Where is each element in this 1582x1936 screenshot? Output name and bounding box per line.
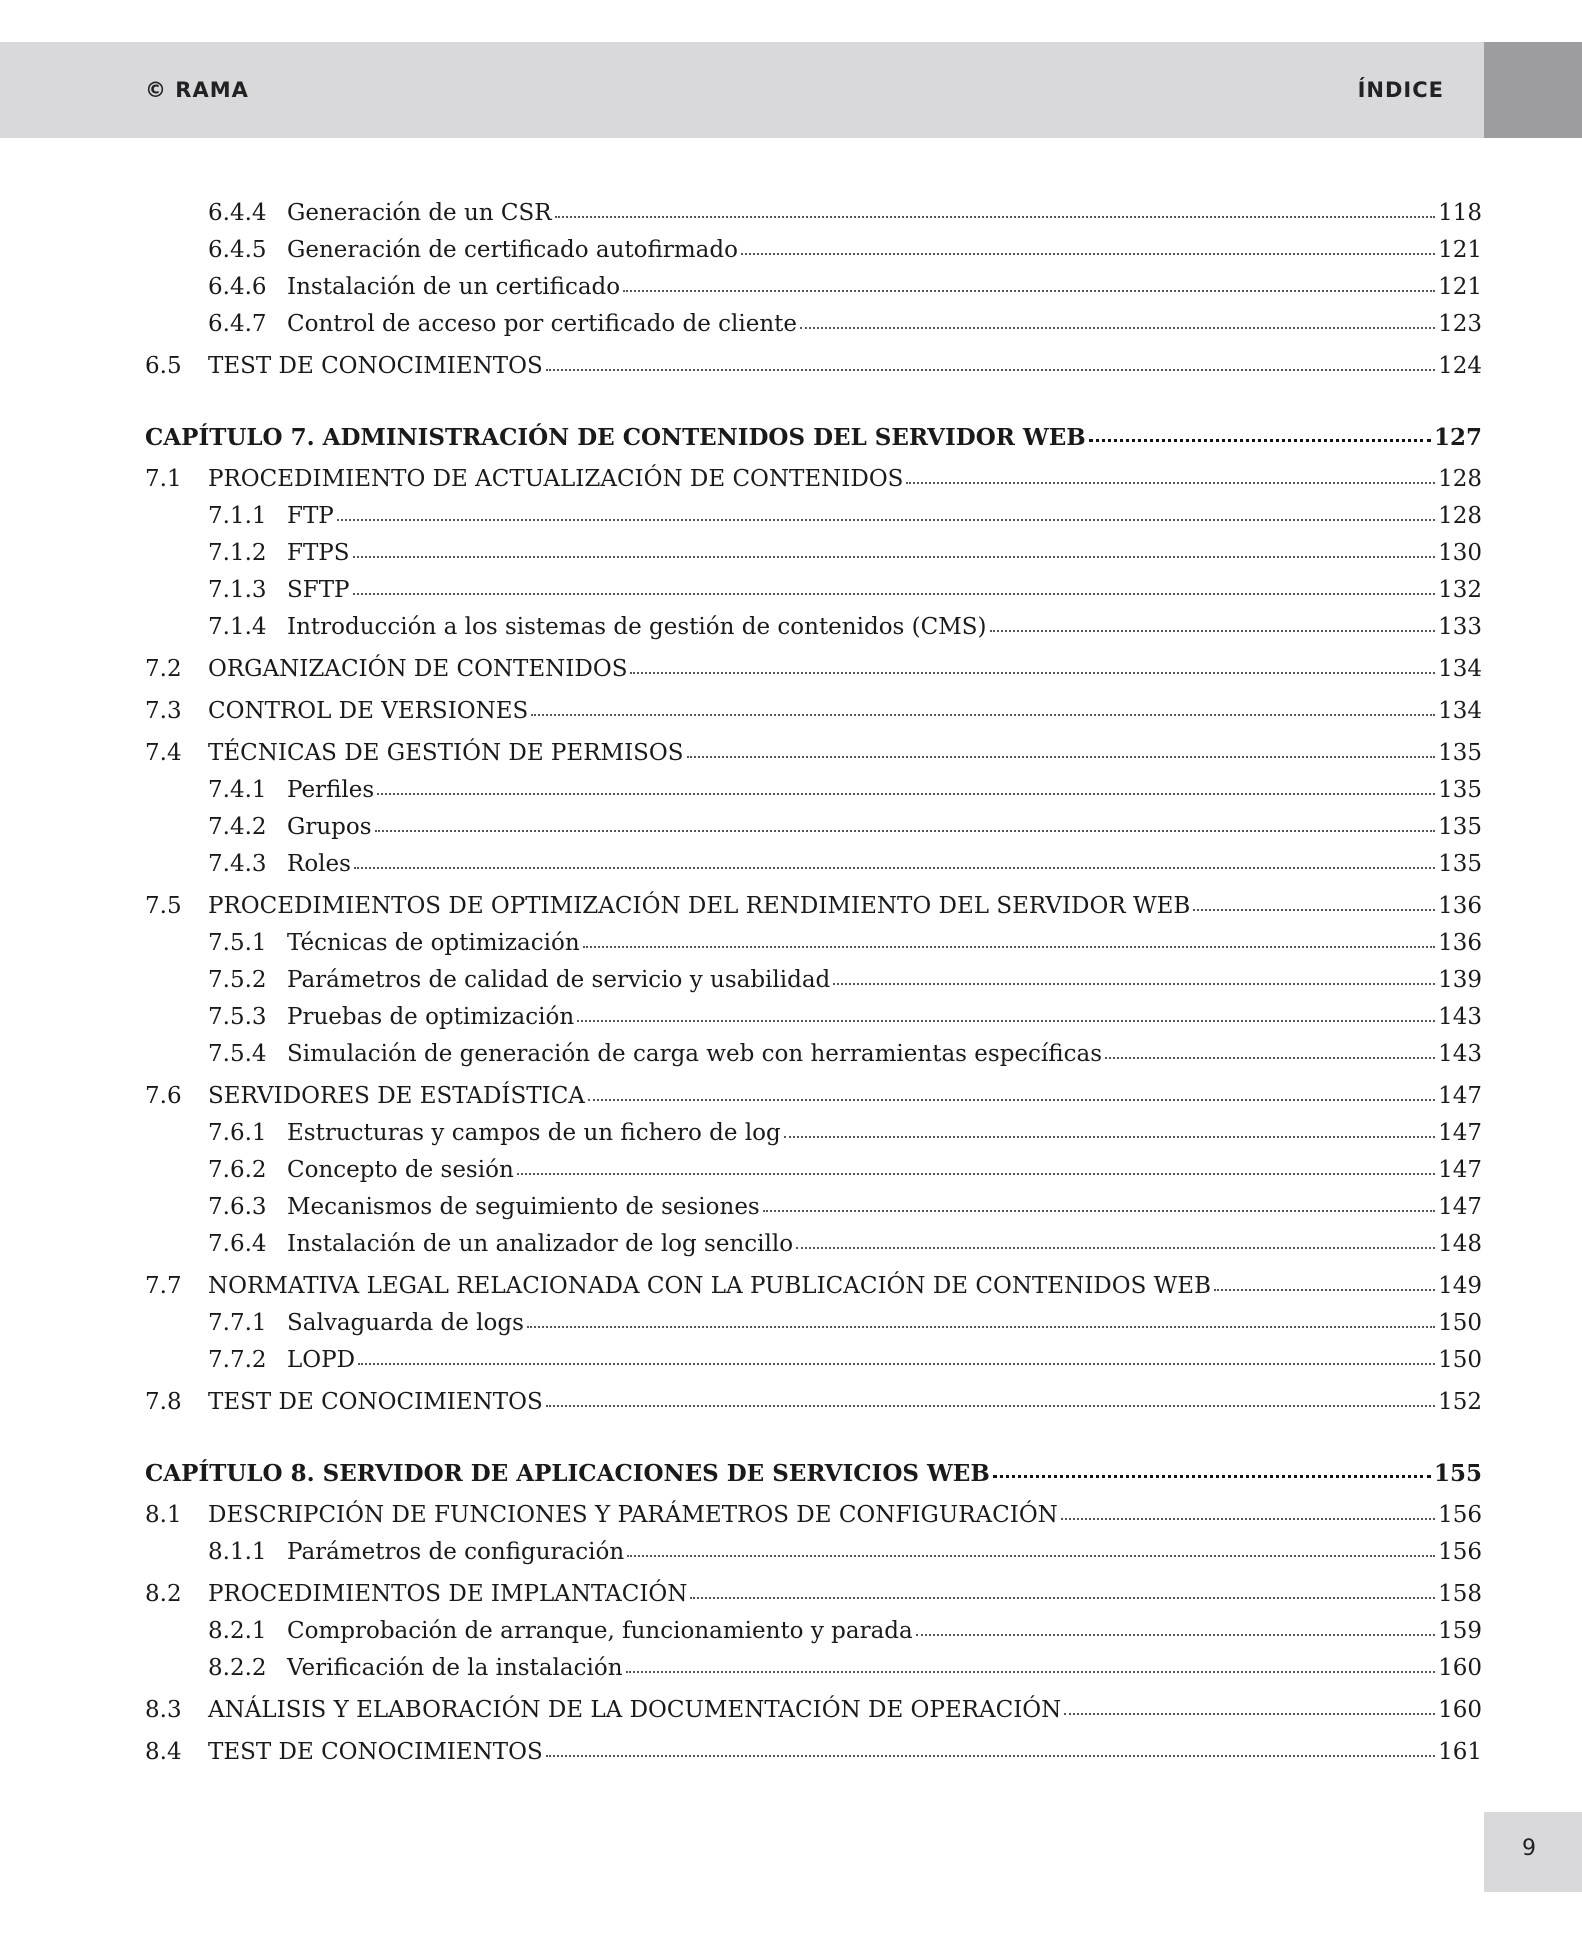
- toc-page-number: 150: [1438, 1347, 1482, 1373]
- toc-page-number: 133: [1438, 614, 1482, 640]
- toc-entry-row: [145, 693, 1482, 730]
- toc-page-number: 143: [1438, 1041, 1482, 1067]
- toc-entry-title: PROCEDIMIENTOS DE IMPLANTACIÓN: [208, 1581, 688, 1607]
- toc-entry-row: [145, 1342, 1482, 1379]
- toc-page-number: 123: [1438, 311, 1482, 337]
- toc-entry-number: 7.2: [145, 656, 182, 682]
- toc-page-number: 128: [1438, 466, 1482, 492]
- dot-leader: [353, 592, 1436, 595]
- toc-entry-row: [145, 1152, 1482, 1189]
- toc-entry-number: 6.4.4: [208, 200, 267, 226]
- toc-entry-title: ANÁLISIS Y ELABORACIÓN DE LA DOCUMENTACIÓN DE OPERACIÓN: [208, 1697, 1062, 1723]
- toc-entry-title: Parámetros de configuración: [287, 1539, 625, 1565]
- toc-entry-title: Generación de certificado autofirmado: [287, 237, 738, 263]
- toc-entry-row: [145, 1189, 1482, 1226]
- dot-leader: [1193, 908, 1435, 911]
- toc-entry-row: [145, 1534, 1482, 1571]
- toc-entry-title: Técnicas de optimización: [287, 930, 580, 956]
- toc-page-number: 160: [1438, 1655, 1482, 1681]
- toc-entry-row: [145, 1036, 1482, 1073]
- toc-entry-number: 7.1.4: [208, 614, 267, 640]
- toc-entry-title: Perfiles: [287, 777, 375, 803]
- toc-page-number: 121: [1438, 237, 1482, 263]
- toc-entry-title: PROCEDIMIENTO DE ACTUALIZACIÓN DE CONTENIDOS: [208, 466, 904, 492]
- toc-entry-title: Pruebas de optimización: [287, 1004, 575, 1030]
- toc-entry-title: TEST DE CONOCIMIENTOS: [208, 353, 543, 379]
- toc-entry-row: [145, 572, 1482, 609]
- dot-leader: [546, 1404, 1435, 1407]
- toc-entry-number: 7.5.2: [208, 967, 267, 993]
- header-tab: [1484, 42, 1582, 138]
- toc-entry-title: Verificación de la instalación: [287, 1655, 623, 1681]
- toc-entry-number: 8.2: [145, 1581, 182, 1607]
- toc-entry-row: [145, 1268, 1482, 1305]
- header-section-title: ÍNDICE: [1357, 78, 1444, 102]
- toc-page-number: 161: [1438, 1739, 1482, 1765]
- dot-leader: [546, 1754, 1435, 1757]
- toc-entry-number: 7.4: [145, 740, 182, 766]
- dot-leader: [583, 945, 1435, 948]
- toc-entry-title: DESCRIPCIÓN DE FUNCIONES Y PARÁMETROS DE CONFIGURACIÓN: [208, 1502, 1058, 1528]
- toc-entry-number: 7.8: [145, 1389, 182, 1415]
- toc-page-number: 147: [1438, 1083, 1482, 1109]
- toc-entry-row: [145, 1692, 1482, 1729]
- dot-leader: [687, 755, 1436, 758]
- toc-entry-number: 7.1: [145, 466, 182, 492]
- toc-entry-number: 7.4.1: [208, 777, 267, 803]
- toc-page-number: 147: [1438, 1120, 1482, 1146]
- toc-entry-title: Introducción a los sistemas de gestión de contenidos (CMS): [287, 614, 987, 640]
- toc-page-number: 136: [1438, 893, 1482, 919]
- toc-page-number: 152: [1438, 1389, 1482, 1415]
- toc-page-number: 143: [1438, 1004, 1482, 1030]
- toc-entry-number: 7.3: [145, 698, 182, 724]
- dot-leader: [527, 1325, 1435, 1328]
- dot-leader: [546, 368, 1435, 371]
- toc-entry-number: 7.7: [145, 1273, 182, 1299]
- dot-leader: [377, 792, 1435, 795]
- toc-entry-title: Instalación de un certificado: [287, 274, 621, 300]
- toc-page-number: 130: [1438, 540, 1482, 566]
- dot-leader: [741, 252, 1435, 255]
- toc-entry-title: FTPS: [287, 540, 350, 566]
- toc-entry-number: 7.1.1: [208, 503, 267, 529]
- toc-entry-number: 7.7.2: [208, 1347, 267, 1373]
- toc-entry-number: 7.5.4: [208, 1041, 267, 1067]
- toc-entry-row: [145, 195, 1482, 232]
- toc-entry-title: Instalación de un analizador de log sencillo: [287, 1231, 794, 1257]
- toc-entry-number: 7.1.3: [208, 577, 267, 603]
- toc-entry-row: [145, 846, 1482, 883]
- toc-page-number: 147: [1438, 1157, 1482, 1183]
- toc-entry-row: [145, 999, 1482, 1036]
- toc-page-number: 128: [1438, 503, 1482, 529]
- toc-entry-row: [145, 232, 1482, 269]
- toc-page-number: 132: [1438, 577, 1482, 603]
- dot-leader: [784, 1135, 1435, 1138]
- toc-entry-row: [145, 1734, 1482, 1771]
- toc-chapter-row: [145, 419, 1482, 456]
- toc-entry-number: 7.4.3: [208, 851, 267, 877]
- toc-entry-number: 7.1.2: [208, 540, 267, 566]
- dot-leader: [1105, 1056, 1435, 1059]
- toc-entry-row: [145, 735, 1482, 772]
- toc-entry-title: Estructuras y campos de un fichero de log: [287, 1120, 781, 1146]
- toc-entry-number: 6.5: [145, 353, 182, 379]
- toc-page-number: 148: [1438, 1231, 1482, 1257]
- toc-entry-title: TEST DE CONOCIMIENTOS: [208, 1739, 543, 1765]
- dot-leader: [531, 713, 1435, 716]
- toc-entry-number: 8.1: [145, 1502, 182, 1528]
- toc-page-number: 124: [1438, 353, 1482, 379]
- toc-entry-row: [145, 1078, 1482, 1115]
- dot-leader: [916, 1633, 1435, 1636]
- table-of-contents: [145, 195, 1482, 1771]
- toc-page-number: 156: [1438, 1539, 1482, 1565]
- toc-chapter-title: CAPÍTULO 7. ADMINISTRACIÓN DE CONTENIDOS DEL SERVIDOR WEB: [145, 424, 1086, 451]
- dot-leader: [354, 866, 1435, 869]
- toc-entry-title: LOPD: [287, 1347, 356, 1373]
- toc-page-number: 135: [1438, 814, 1482, 840]
- dot-leader: [623, 289, 1435, 292]
- toc-page-number: 134: [1438, 698, 1482, 724]
- toc-entry-title: SFTP: [287, 577, 350, 603]
- toc-entry-number: 6.4.7: [208, 311, 267, 337]
- toc-entry-number: 7.5: [145, 893, 182, 919]
- dot-leader: [833, 982, 1435, 985]
- toc-page-number: 155: [1433, 1460, 1482, 1487]
- toc-entry-title: SERVIDORES DE ESTADÍSTICA: [208, 1083, 585, 1109]
- toc-page-number: 135: [1438, 740, 1482, 766]
- toc-entry-title: Simulación de generación de carga web con herramientas específicas: [287, 1041, 1103, 1067]
- toc-entry-row: [145, 535, 1482, 572]
- toc-entry-number: 8.4: [145, 1739, 182, 1765]
- toc-entry-title: ORGANIZACIÓN DE CONTENIDOS: [208, 656, 628, 682]
- toc-page-number: 158: [1438, 1581, 1482, 1607]
- toc-page-number: 135: [1438, 777, 1482, 803]
- toc-page-number: 135: [1438, 851, 1482, 877]
- dot-leader: [1064, 1712, 1435, 1715]
- toc-entry-number: 6.4.5: [208, 237, 267, 263]
- toc-entry-row: [145, 1226, 1482, 1263]
- toc-entry-row: [145, 925, 1482, 962]
- toc-entry-title: Roles: [287, 851, 351, 877]
- toc-page-number: 156: [1438, 1502, 1482, 1528]
- toc-entry-row: [145, 1305, 1482, 1342]
- toc-entry-title: CONTROL DE VERSIONES: [208, 698, 529, 724]
- toc-entry-number: 7.6.4: [208, 1231, 267, 1257]
- dot-leader: [555, 215, 1436, 218]
- toc-entry-title: Generación de un CSR: [287, 200, 552, 226]
- toc-page-number: 127: [1433, 424, 1482, 451]
- toc-entry-title: Salvaguarda de logs: [287, 1310, 524, 1336]
- toc-entry-title: Comprobación de arranque, funcionamiento y parada: [287, 1618, 913, 1644]
- toc-entry-number: 7.5.3: [208, 1004, 267, 1030]
- dot-leader: [588, 1098, 1435, 1101]
- dot-leader: [906, 481, 1435, 484]
- toc-entry-number: 8.2.2: [208, 1655, 267, 1681]
- toc-page-number: 134: [1438, 656, 1482, 682]
- toc-entry-row: [145, 609, 1482, 646]
- page-number: 9: [1522, 1836, 1536, 1861]
- toc-entry-number: 7.4.2: [208, 814, 267, 840]
- dot-leader: [627, 1554, 1435, 1557]
- dot-leader: [800, 326, 1435, 329]
- toc-entry-row: [145, 1115, 1482, 1152]
- toc-page-number: 118: [1438, 200, 1482, 226]
- toc-entry-title: Control de acceso por certificado de cliente: [287, 311, 797, 337]
- dot-leader: [375, 829, 1436, 832]
- toc-entry-row: [145, 1613, 1482, 1650]
- dot-leader: [337, 518, 1435, 521]
- toc-entry-row: [145, 348, 1482, 385]
- toc-entry-number: 7.6.3: [208, 1194, 267, 1220]
- toc-entry-row: [145, 461, 1482, 498]
- toc-entry-title: Mecanismos de seguimiento de sesiones: [287, 1194, 760, 1220]
- toc-entry-row: [145, 962, 1482, 999]
- toc-entry-title: Concepto de sesión: [287, 1157, 514, 1183]
- toc-entry-title: TÉCNICAS DE GESTIÓN DE PERMISOS: [208, 740, 684, 766]
- toc-page-number: 121: [1438, 274, 1482, 300]
- toc-entry-title: Grupos: [287, 814, 372, 840]
- dot-leader: [1061, 1517, 1435, 1520]
- toc-entry-title: PROCEDIMIENTOS DE OPTIMIZACIÓN DEL RENDIMIENTO DEL SERVIDOR WEB: [208, 893, 1191, 919]
- toc-entry-row: [145, 1576, 1482, 1613]
- toc-entry-title: TEST DE CONOCIMIENTOS: [208, 1389, 543, 1415]
- toc-entry-row: [145, 809, 1482, 846]
- dot-leader: [990, 629, 1436, 632]
- dot-leader: [577, 1019, 1435, 1022]
- dot-leader: [690, 1596, 1435, 1599]
- header-copyright: © RAMA: [145, 78, 249, 102]
- toc-entry-title: Parámetros de calidad de servicio y usabilidad: [287, 967, 831, 993]
- toc-page-number: 159: [1438, 1618, 1482, 1644]
- dot-leader: [763, 1209, 1435, 1212]
- dot-leader: [993, 1474, 1431, 1478]
- toc-page-number: 147: [1438, 1194, 1482, 1220]
- toc-entry-number: 7.6.1: [208, 1120, 267, 1146]
- toc-entry-number: 7.6.2: [208, 1157, 267, 1183]
- dot-leader: [796, 1246, 1435, 1249]
- dot-leader: [358, 1362, 1435, 1365]
- toc-entry-title: FTP: [287, 503, 334, 529]
- toc-entry-number: 8.2.1: [208, 1618, 267, 1644]
- toc-entry-row: [145, 651, 1482, 688]
- toc-entry-row: [145, 1650, 1482, 1687]
- dot-leader: [517, 1172, 1435, 1175]
- toc-entry-row: [145, 498, 1482, 535]
- toc-entry-number: 7.5.1: [208, 930, 267, 956]
- dot-leader: [1214, 1288, 1435, 1291]
- toc-page-number: 160: [1438, 1697, 1482, 1723]
- toc-entry-row: [145, 269, 1482, 306]
- dot-leader: [626, 1670, 1436, 1673]
- toc-entry-number: 8.3: [145, 1697, 182, 1723]
- toc-page-number: 136: [1438, 930, 1482, 956]
- toc-page-number: 149: [1438, 1273, 1482, 1299]
- toc-entry-row: [145, 888, 1482, 925]
- toc-entry-row: [145, 1497, 1482, 1534]
- toc-entry-number: 6.4.6: [208, 274, 267, 300]
- toc-page-number: 150: [1438, 1310, 1482, 1336]
- toc-entry-number: 8.1.1: [208, 1539, 267, 1565]
- toc-page-number: 139: [1438, 967, 1482, 993]
- dot-leader: [630, 671, 1435, 674]
- toc-entry-row: [145, 1384, 1482, 1421]
- toc-entry-title: NORMATIVA LEGAL RELACIONADA CON LA PUBLICACIÓN DE CONTENIDOS WEB: [208, 1273, 1211, 1299]
- toc-entry-row: [145, 306, 1482, 343]
- dot-leader: [1089, 438, 1431, 442]
- dot-leader: [353, 555, 1436, 558]
- toc-chapter-row: [145, 1455, 1482, 1492]
- toc-entry-number: 7.6: [145, 1083, 182, 1109]
- toc-chapter-title: CAPÍTULO 8. SERVIDOR DE APLICACIONES DE SERVICIOS WEB: [145, 1460, 990, 1487]
- toc-entry-number: 7.7.1: [208, 1310, 267, 1336]
- toc-entry-row: [145, 772, 1482, 809]
